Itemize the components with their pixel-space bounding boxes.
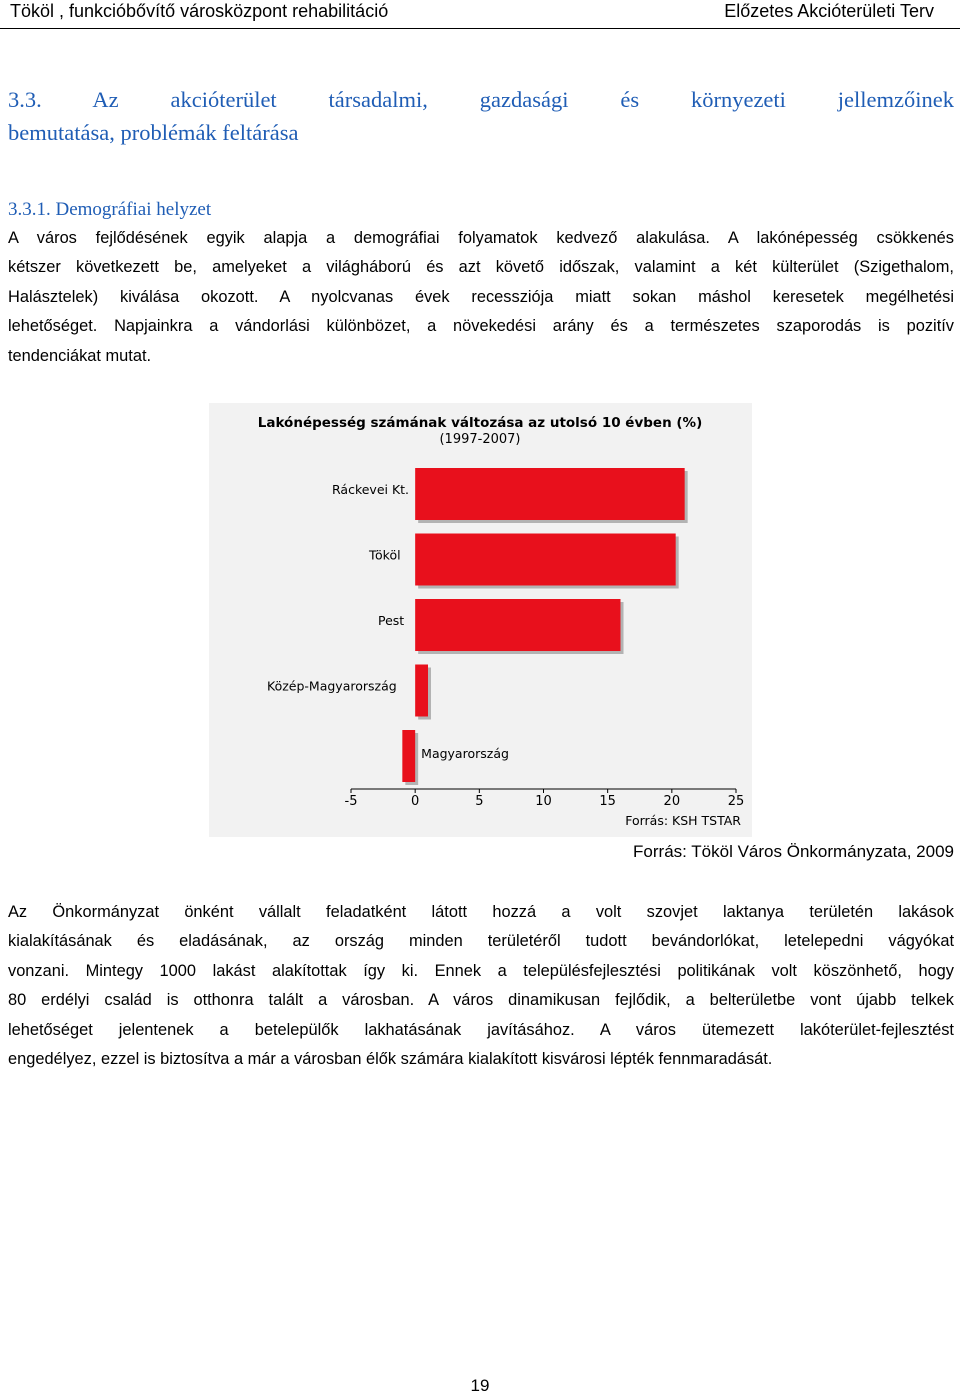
x-tick-label: 10 bbox=[535, 794, 552, 809]
header-document-title: Tököl , funkcióbővítő városközpont rehabilitáció bbox=[10, 1, 389, 21]
category-label: Pest bbox=[378, 613, 405, 628]
section-heading: 3.3. Az akcióterület társadalmi, gazdasági és környezeti jellemzőinek bbox=[8, 87, 954, 112]
text-line: kialakításának és eladásának, az ország minden területéről tudott bevándorlókat, letelepedni vágyókat bbox=[8, 932, 954, 951]
page-header bbox=[0, 0, 960, 29]
text-line: Az Önkormányzat önként vállalt feladatként látott hozzá a volt szovjet laktanya területén lakások bbox=[8, 903, 954, 921]
x-tick-label: -5 bbox=[344, 794, 358, 809]
chart-subtitle: (1997-2007) bbox=[439, 432, 521, 447]
text-line: lehetőséget jelentenek a betelepülők lakhatásának javításához. A város ütemezett lakóterület-fejlesztést bbox=[8, 1020, 954, 1039]
text-line: lehetőséget. Napjainkra a vándorlási különbözet, a növekedési arány és a természetes szaporodás is pozitív bbox=[8, 317, 954, 336]
x-tick-label: 25 bbox=[727, 794, 745, 809]
x-tick-label: 0 bbox=[411, 794, 420, 809]
paragraph-demography bbox=[8, 224, 954, 371]
text-line: vonzani. Mintegy 1000 lakást alakítottak így ki. Ennek a településfejlesztési politikának volt köszönhető, hogy bbox=[8, 961, 954, 980]
chart-title: Lakónépesség számának változása az utolsó 10 évben (%) bbox=[257, 415, 703, 431]
bar-tököl bbox=[415, 534, 676, 586]
text-line: engedélyez, ezzel is biztosítva a már a városban élők számára kialakított kisvárosi lépték fennmaradását. bbox=[8, 1049, 773, 1068]
header-document-type: Előzetes Akcióterületi Terv bbox=[724, 1, 934, 21]
subsection-heading: 3.3.1. Demográfiai helyzet bbox=[8, 199, 212, 220]
figure-source: Forrás: Tököl Város Önkormányzata, 2009 bbox=[633, 842, 954, 861]
paragraph-housing bbox=[8, 898, 954, 1074]
chart-canvas bbox=[209, 403, 752, 837]
x-tick-label: 5 bbox=[475, 794, 484, 809]
text-line: tendenciákat mutat. bbox=[8, 346, 152, 365]
category-label: Közép-Magyarország bbox=[267, 678, 397, 694]
section-heading-continued: bemutatása, problémák feltárása bbox=[8, 120, 299, 145]
text-line: 80 erdélyi család is otthonra talált a városban. A város dinamikusan fejlődik, a belterületbe vont újabb telkek bbox=[8, 991, 954, 1010]
text-line: A város fejlődésének egyik alapja a demográfiai folyamatok kedvező alakulása. A lakónépesség csökkenés bbox=[8, 229, 954, 247]
category-label: Tököl bbox=[369, 547, 401, 563]
category-label: Magyarország bbox=[421, 746, 509, 761]
text-line: Halásztelek) kiválása okozott. A nyolcvanas évek recessziója miatt sokan máshol keresetek megélhetési bbox=[8, 287, 954, 306]
bar-közép-magyarország bbox=[415, 665, 428, 717]
page-number: 19 bbox=[470, 1376, 490, 1395]
text-line: kétszer következett be, amelyeket a világháború és azt követő időszak, valamint a két külterület (Szigethalom, bbox=[8, 258, 954, 277]
bar-magyarország bbox=[402, 730, 415, 782]
bar-pest bbox=[415, 599, 620, 651]
x-tick-label: 15 bbox=[599, 794, 616, 809]
chart-source-note: Forrás: KSH TSTAR bbox=[625, 813, 741, 828]
category-label: Ráckevei Kt. bbox=[332, 482, 410, 497]
bar-ráckevei-kt- bbox=[415, 468, 685, 520]
population-change-chart bbox=[209, 403, 752, 837]
x-tick-label: 20 bbox=[663, 794, 681, 809]
